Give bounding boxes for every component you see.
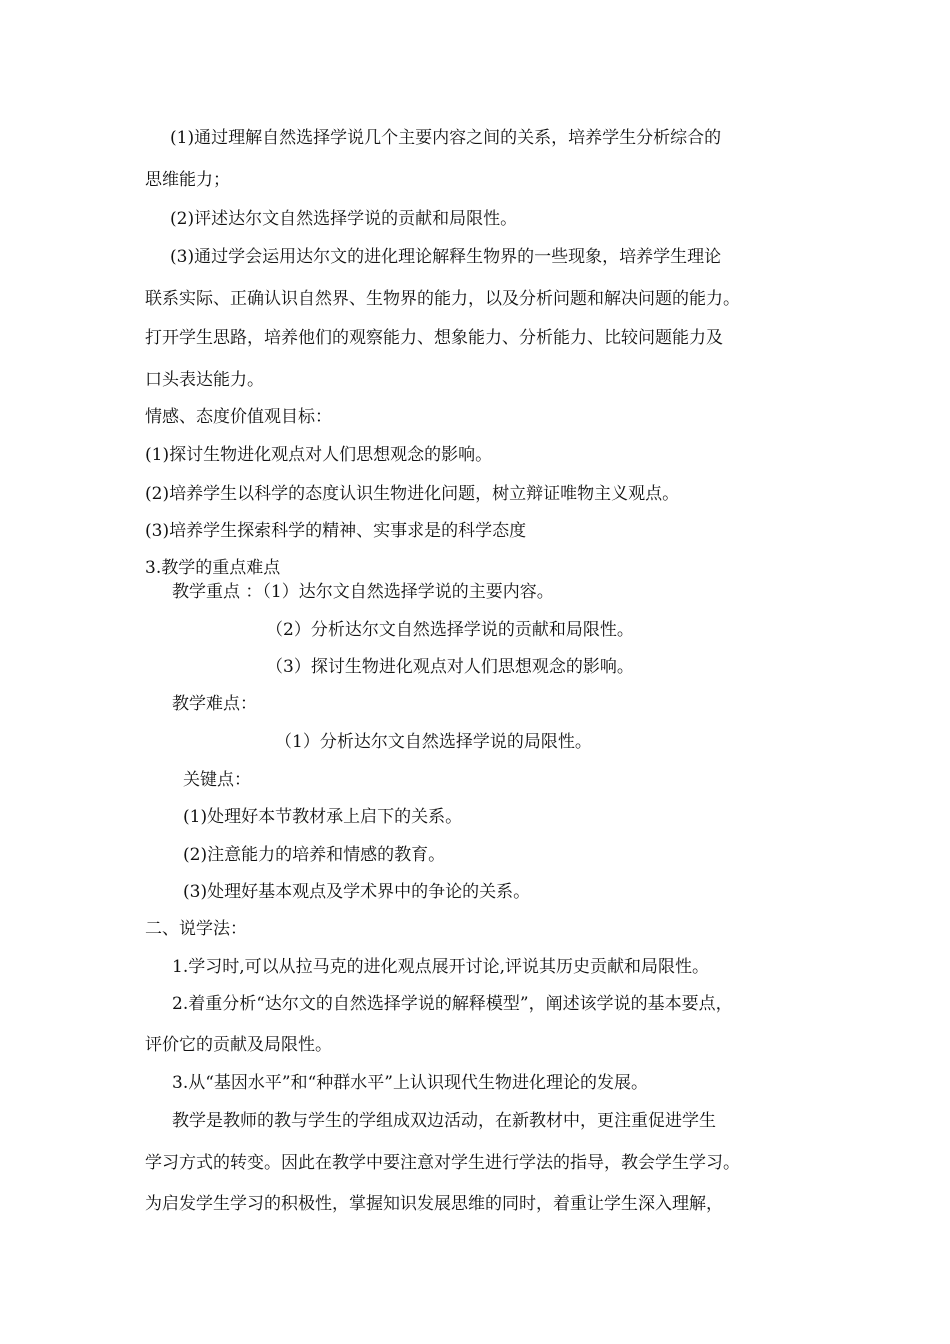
method-item-2-line-2: 评价它的贡献及局限性。	[145, 1035, 332, 1055]
focus-heading: 3.教学的重点难点	[145, 558, 281, 578]
teaching-line-1: 教学是教师的教与学生的学组成双边活动，在新教材中，更注重促进学生	[172, 1111, 716, 1131]
focus-item-1: 教学重点 ：（1）达尔文自然选择学说的主要内容。	[172, 582, 554, 602]
objective-3-line-3: 打开学生思路，培养他们的观察能力、想象能力、分析能力、比较问题能力及	[145, 328, 723, 348]
teaching-line-2: 学习方式的转变。因此在教学中要注意对学生进行学法的指导，教会学生学习。	[145, 1153, 740, 1173]
difficulty-heading: 教学难点：	[172, 694, 257, 714]
emotion-item-2: (2)培养学生以科学的态度认识生物进化问题，树立辩证唯物主义观点。	[145, 484, 680, 504]
method-item-3: 3.从“基因水平”和“种群水平”上认识现代生物进化理论的发展。	[172, 1073, 648, 1093]
method-heading: 二、说学法：	[145, 919, 247, 939]
key-item-3: (3)处理好基本观点及学术界中的争论的关系。	[183, 882, 531, 902]
objective-1-line-2: 思维能力；	[145, 170, 230, 190]
objective-3-line-1: (3)通过学会运用达尔文的进化理论解释生物界的一些现象，培养学生理论	[170, 247, 722, 267]
emotion-heading: 情感、态度价值观目标：	[145, 407, 332, 427]
objective-3-line-4: 口头表达能力。	[145, 370, 264, 390]
emotion-item-3: (3)培养学生探索科学的精神、实事求是的科学态度	[145, 521, 527, 541]
method-item-1: 1.学习时,可以从拉马克的进化观点展开讨论,评说其历史贡献和局限性。	[172, 957, 710, 977]
teaching-line-3: 为启发学生学习的积极性，掌握知识发展思维的同时，着重让学生深入理解，	[145, 1194, 723, 1214]
focus-item-3: （3）探讨生物进化观点对人们思想观念的影响。	[266, 657, 634, 677]
objective-1-line-1: (1)通过理解自然选择学说几个主要内容之间的关系，培养学生分析综合的	[170, 128, 722, 148]
objective-2: (2)评述达尔文自然选择学说的贡献和局限性。	[170, 209, 518, 229]
emotion-item-1: (1)探讨生物进化观点对人们思想观念的影响。	[145, 445, 493, 465]
key-heading: 关键点：	[183, 770, 251, 790]
focus-item-2: （2）分析达尔文自然选择学说的贡献和局限性。	[266, 620, 634, 640]
method-item-2-line-1: 2.着重分析“达尔文的自然选择学说的解释模型”，阐述该学说的基本要点，	[172, 994, 733, 1014]
difficulty-item-1: （1）分析达尔文自然选择学说的局限性。	[275, 732, 592, 752]
objective-3-line-2: 联系实际、正确认识自然界、生物界的能力，以及分析问题和解决问题的能力。	[145, 289, 740, 309]
key-item-1: (1)处理好本节教材承上启下的关系。	[183, 807, 463, 827]
key-item-2: (2)注意能力的培养和情感的教育。	[183, 845, 446, 865]
